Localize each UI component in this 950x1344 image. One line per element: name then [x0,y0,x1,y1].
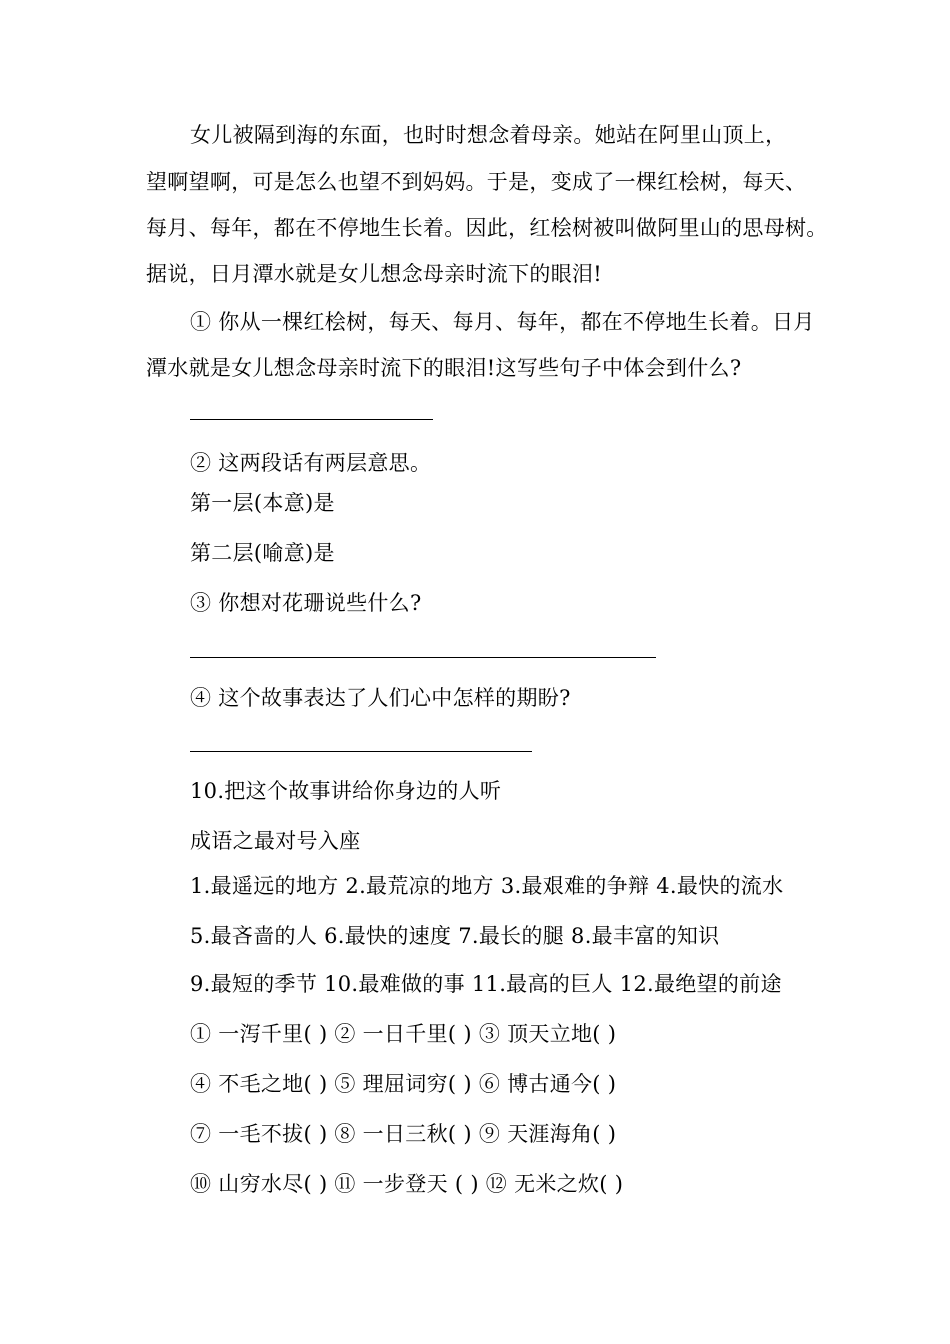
question-3: ③ 你想对花珊说些什么? [190,591,422,615]
paragraph-line-2: 望啊望啊，可是怎么也望不到妈妈。于是，变成了一棵红桧树，每天、 [146,170,807,194]
paragraph-line-3: 每月、每年，都在不停地生长着。因此，红桧树被叫做阿里山的思母树。 [146,216,828,240]
question-4: ④ 这个故事表达了人们心中怎样的期盼? [190,686,571,710]
layer-2-label: 第二层(喻意)是 [190,541,335,565]
layer-1-label: 第一层(本意)是 [190,491,335,515]
question-1-line-1: ① 你从一棵红桧树，每天、每月、每年，都在不停地生长着。日月 [190,310,815,334]
paragraph-line-1: 女儿被隔到海的东面，也时时想念着母亲。她站在阿里山顶上， [190,123,787,147]
answer-line-2 [190,657,656,658]
idiom-section-title: 成语之最对号入座 [190,829,361,853]
superlatives-line-3: 9.最短的季节 10.最难做的事 11.最高的巨人 12.最绝望的前途 [190,972,782,996]
idioms-line-1: ① 一泻千里( ) ② 一日千里( ) ③ 顶天立地( ) [190,1022,617,1046]
idioms-line-4: ⑩ 山穷水尽( ) ⑪ 一步登天 ( ) ⑫ 无米之炊( ) [190,1172,624,1196]
idioms-line-2: ④ 不毛之地( ) ⑤ 理屈词穷( ) ⑥ 博古通今( ) [190,1072,617,1096]
superlatives-line-1: 1.最遥远的地方 2.最荒凉的地方 3.最艰难的争辩 4.最快的流水 [190,874,784,898]
answer-line-1 [190,419,433,420]
question-10: 10.把这个故事讲给你身边的人听 [190,779,502,803]
question-2: ② 这两段话有两层意思。 [190,451,432,475]
answer-line-3 [190,751,532,752]
superlatives-line-2: 5.最吝啬的人 6.最快的速度 7.最长的腿 8.最丰富的知识 [190,924,720,948]
paragraph-line-4: 据说，日月潭水就是女儿想念母亲时流下的眼泪! [146,262,603,286]
question-1-line-2: 潭水就是女儿想念母亲时流下的眼泪!这写些句子中体会到什么? [146,356,742,380]
idioms-line-3: ⑦ 一毛不拔( ) ⑧ 一日三秋( ) ⑨ 天涯海角( ) [190,1122,617,1146]
